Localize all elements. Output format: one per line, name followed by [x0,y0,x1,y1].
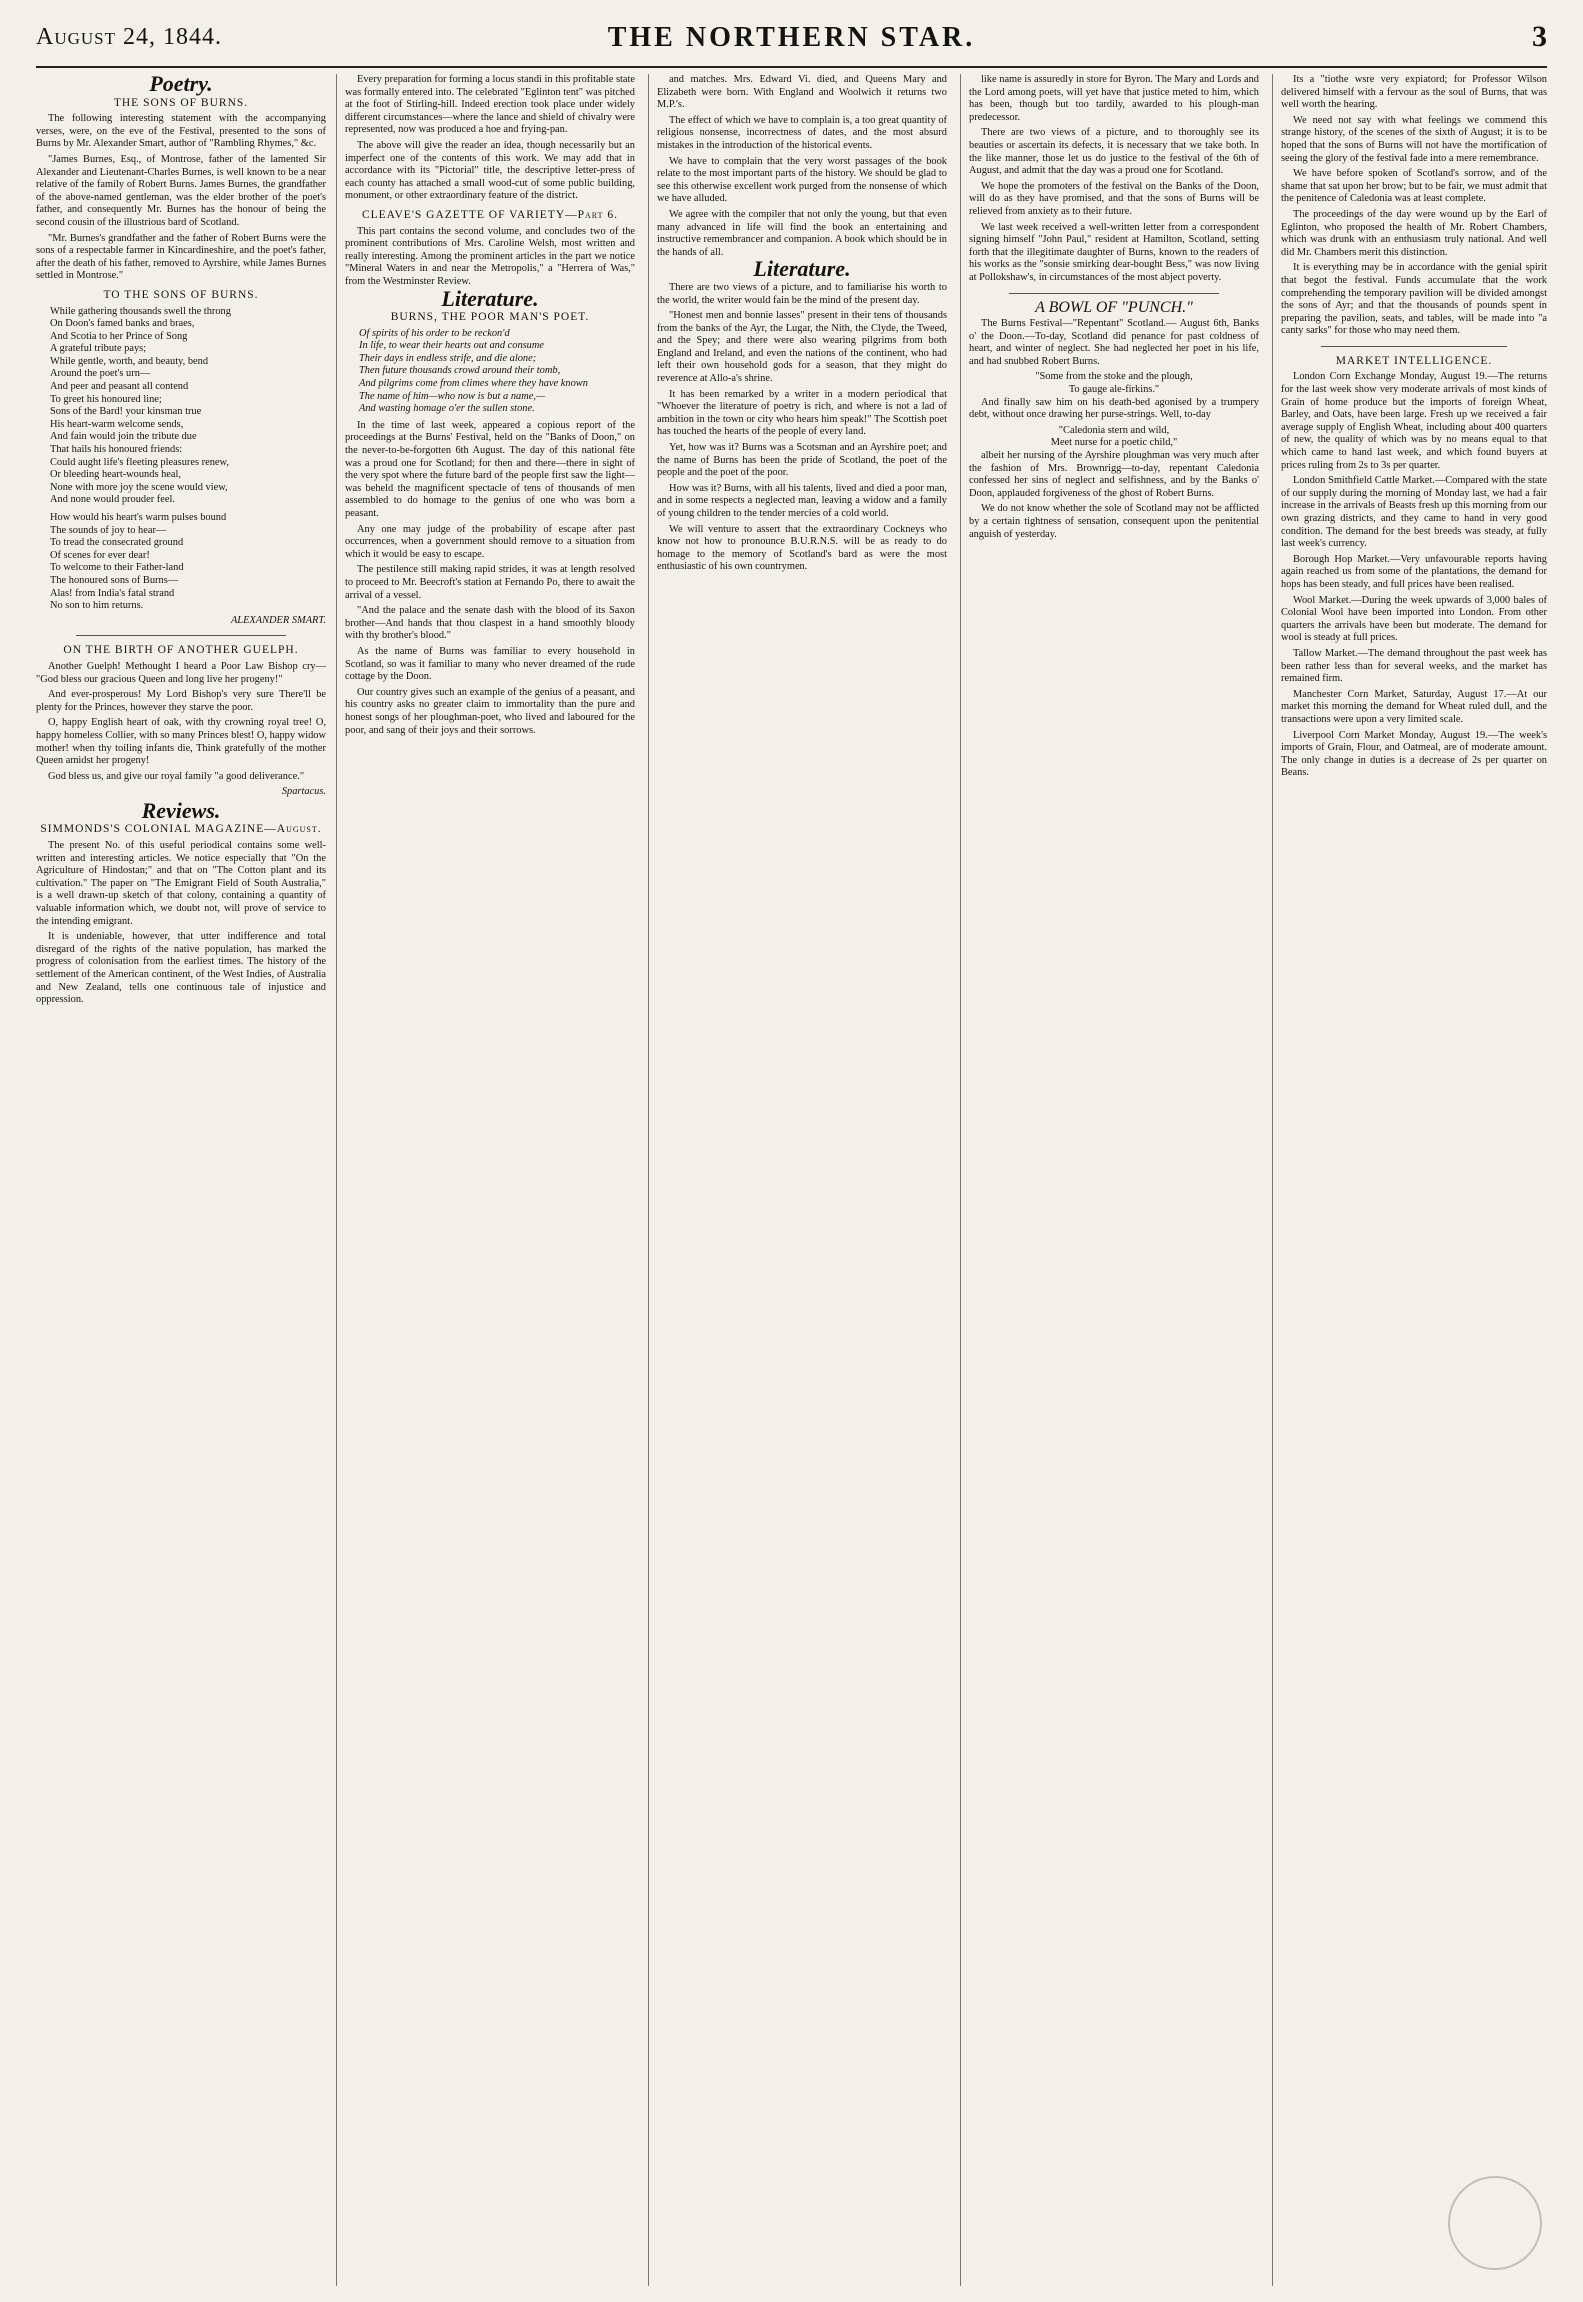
paragraph: The effect of which we have to complain is, a too great quantity of religious nonsense, incorrectness of dates, and the most absurd mistakes in the introduction of the historical events. [657,114,947,151]
review-title-cleaves-gazette: CLEAVE'S GAZETTE OF VARIETY—Part 6. [361,208,619,221]
verse-line: To greet his honoured line; [50,393,162,405]
section-heading-reviews: Reviews. [141,797,221,823]
verse-line: None with more joy the scene would view, [50,481,228,493]
paragraph: In the time of last week, appeared a copious report of the proceedings at the Burns' Festival, held on the "Banks of Doon," on the never-to-be-forgotten 6th August. The day of this national fête was a proud one for Scotland; for then and there—there in sight of the very spot where the future bard of the people first saw the light—was beheld the magnificent spectacle of tens of thousands of men assembled to do homage to the genius of one who was born a peasant. [345,419,635,519]
paragraph: Manchester Corn Market, Saturday, August 17.—At our market this morning the demand for Wheat ruled dull, and the transactions were upon a very limited scale. [1281,688,1547,725]
paragraph: Tallow Market.—The demand throughout the past week has been rather less than for several weeks, and the market has remained firm. [1281,647,1547,685]
verse-quote-1 [969,371,1259,396]
verse-line: "Caledonia stern and wild, [1058,424,1170,436]
paragraph: Every preparation for forming a locus standi in this profitable state was formally entered into. The celebrated "Eglinton tent" was pitched at the foot of Stirling-hill. Indeed erection took place under widely different circumstances—where the lance and shield of chivalry were represented, now was produced a hoe and frying-pan. [345,74,635,136]
section-heading-market-intelligence: MARKET INTELLIGENCE. [1335,354,1493,367]
paragraph: London Smithfield Cattle Market.—Compared with the state of our supply during the morning of Monday last, we had a fair increase in the arrivals of Beasts fresh up this morning from our own grazing districts, and they came to hand in very good condition. The demand for the best breeds was steady, at fully last week's currency. [1281,475,1547,550]
verse-line: The name of him—who now is but a name,— [359,390,546,402]
paragraph: It has been remarked by a writer in a modern periodical that "Whoever the literature of poetry is rich, and where is not a lad of ambition in the town or city who hears him speak!" The Scottish poet has touched the hearts of the people of every land. [657,388,947,438]
issue-date: August 24, 1844. [36,24,223,50]
paragraph: It is everything may be in accordance with the genial spirit that begot the festival. Funds accumulate that the work comprehending the temporary pavilion will be divided amongst the sons of Ayr; and that the thousands of pounds spent in preparing the pavilion, seats, and tables, will be made into "a canty sarks" for those who may need them. [1281,262,1547,337]
paragraph: and matches. Mrs. Edward Vi. died, and Queens Mary and Elizabeth were born. With England and Woolwich it returns two M.P.'s. [657,74,947,111]
verse-line: While gathering thousands swell the throng [50,305,231,317]
paragraph: Borough Hop Market.—Very unfavourable reports having again reached us from some of the plantations, the demand for hops has been steady, and full prices have been realised. [1281,553,1547,590]
divider [76,635,286,636]
paragraph: God bless us, and give our royal family "a good deliverance." [48,770,305,782]
verse-line: The honoured sons of Burns— [50,574,179,586]
verse-line: Could aught life's fleeting pleasures renew, [50,456,229,468]
divider [1009,293,1219,294]
paragraph: O, happy English heart of oak, with thy crowning royal tree! O, happy homeless Collier, with so many Princes blest! O, happy widow mother! when thy toiling infants die, Think gratefully of the mother Queen amidst her progeny! [36,717,326,767]
verse-quote-2 [969,425,1259,450]
paragraph: How was it? Burns, with all his talents, lived and died a poor man, and in some respects a neglected man, leaving a widow and a family of young children to the tender mercies of a cold world. [657,482,947,519]
paragraph: We will venture to assert that the extraordinary Cockneys who know not how to pronounce B.U.R.N.S. will be as ready to do homage to the memory of Scotland's bard as were the most enthusiastic of his own countrymen. [657,523,947,573]
verse-line: Meet nurse for a poetic child," [1050,437,1178,449]
paragraph: Any one may judge of the probability of escape after past occurrences, when a government should remove to a situation from which it would be easy to escape. [345,523,635,560]
verse-line: Then future thousands crowd around their tomb, [359,365,561,377]
paragraph: "And the palace and the senate dash with the blood of its Saxon brother—And hands that thou claspest in a hand smoothly bloody with thy brother's blood." [345,605,635,642]
verse-line: Sons of the Bard! your kinsman true [50,406,202,418]
paragraph: Liverpool Corn Market Monday, August 19.—The week's imports of Grain, Flour, and Oatmeal, are of moderate amount. The only change in duties is a decrease of 2s per quarter on Beans. [1281,729,1547,779]
column-2 [336,74,643,2286]
paragraph: like name is assuredly in store for Byron. The Mary and Lords and the Lord among poets, will yet have that justice meted to him, which has been, though but too tardily, awarded to his plough-man predecessor. [969,74,1259,123]
section-heading-poetry: Poetry. [149,74,213,96]
paragraph: The following interesting statement with the accompanying verses, were, on the eve of the Festival, presented to the sons of Burns by Mr. Alexander Smart, author of "Rambling Rhymes," &c. [36,113,326,150]
paragraph: And finally saw him on his death-bed agonised by a trumpery debt, without once drawing her purse-strings. Well, to-day [969,396,1259,421]
signature: Spartacus. [281,786,326,798]
column-5 [1272,74,1547,2286]
review-title-colonial-magazine: SIMMONDS'S COLONIAL MAGAZINE—August. [40,823,322,836]
verse-line: And wasting homage o'er the sullen stone. [359,403,535,415]
verse-line: That hails his honoured friends: [50,444,183,456]
masthead [36,18,1547,68]
verse-line: And none would prouder feel. [50,494,175,506]
column-4 [960,74,1267,2286]
paragraph: There are two views of a picture, and to familiarise his worth to the world, the writer would fain be the mind of the present day. [657,281,947,306]
verse-stanza-2 [36,512,326,613]
paragraph: We need not say with what feelings we commend this strange history, of the scenes of the sixth of August; it is to be hoped that the sons of Burns will not have the mortification of seeing the glory of the festival fade into a mere remembrance. [1281,114,1547,164]
paragraph: "Honest men and bonnie lasses" present in their tens of thousands from the banks of the Ayr, the Lugar, the Nith, the Clyde, the Tweed, and the Spey; and there were also wearing pilgrims from both England and Ireland, and even the nations of the continent, who had left their own household gods for a season, that they might do reverence at Allo-a's shrine. [657,310,947,385]
paragraph: London Corn Exchange Monday, August 19.—The returns for the last week show very moderate arrivals of most kinds of Grain of home produce but the imports of foreign Wheat, Barley, and Oats, have been large. Fresh up we received a fair average supply of English Wheat, including about 400 quarters of new, the quality of which was by no means equal to that which came to hand last week, and which found buyers at prices ruling from 2s to 3s per quarter. [1281,371,1547,471]
paragraph: Our country gives such an example of the genius of a peasant, and his country asks no greater claim to immortality than the pure and honest songs of her ploughman-poet, who lived and laboured for the poor, and sang of their joys and their sorrows. [345,686,635,736]
verse-line: In life, to wear their hearts out and consume [359,340,544,352]
paragraph: We last week received a well-written letter from a correspondent signing himself "John Paul," resident at Hamilton, Scotland, setting forth that the illegitimate daughter of Burns, known to the readers of his works as the "sonsie smirking dear-bought Bess," was now living at Pollokshaw's, in circumstances of the most abject poverty. [969,221,1259,283]
paragraph: The pestilence still making rapid strides, it was at length resolved to proceed to Mr. Beecroft's station at Fernando Po, there to await the arrival of a vessel. [345,564,635,601]
article-title-burns-poor-mans-poet: BURNS, THE POOR MAN'S POET. [390,311,590,324]
paragraph: "Mr. Burnes's grandfather and the father of Robert Burns were the sons of a respectable farmer in Kincardineshire, and the poet's father, after the death of his father, removed to Ayrshire, while James Burnes settled in Montrose." [36,232,326,282]
paragraph: "James Burnes, Esq., of Montrose, father of the lamented Sir Alexander and Lieutenant-Charles Burnes, is well known to be a near relative of the family of Robert Burns. James Burnes, the grandfather of the above-named gentleman, was the elder brother of the poet's father, and consequently Mr. Burnes has the honour of being the second cousin of the illustrious bard of Scotland. [36,153,326,228]
verse-line: While gentle, worth, and beauty, bend [50,355,209,367]
paragraph: Yet, how was it? Burns was a Scotsman and an Ayrshire poet; and the name of Burns has been the pride of Scotland, the poet of the people and the poet of the poor. [657,442,947,479]
verse-line: Their days in endless strife, and die alone; [359,352,537,364]
paragraph: Another Guelph! Methought I heard a Poor Law Bishop cry— "God bless our gracious Queen and long live her progeny!" [36,660,326,685]
article-title-bowl-of-punch: A BOWL OF "PUNCH." [1035,298,1193,316]
verse-line: To tread the consecrated ground [50,537,184,549]
paragraph: The present No. of this useful periodical contains some well-written and interesting articles. We notice especially that "On the Agriculture of Hindostan;" and that on "The Cotton plant and its cultivation." The paper on "The Emigrant Field of South Australia," is a well drawn-up sketch of that colony, containing a quantity of valuable information which, we doubt not, will prove of service to the intending emigrant. [36,840,326,927]
columns [36,74,1547,2286]
verse-line: The sounds of joy to hear— [50,524,167,536]
newspaper-title: THE NORTHERN STAR. [607,22,976,53]
verse-line: How would his heart's warm pulses bound [50,512,227,523]
paragraph: As the name of Burns was familiar to every household in Scotland, so was it familiar to many who never dreamed of the rude cottage by the Doon. [345,645,635,683]
paragraph: We do not know whether the sole of Scotland may not be afflicted by a certain tightness of sensation, consequent upon the penitential anguish of yesterday. [969,503,1259,540]
poem-title-sons-of-burns: THE SONS OF BURNS. [113,96,249,109]
divider [1321,346,1507,347]
verse-line: Of scenes for ever dear! [50,549,150,561]
paragraph: We have before spoken of Scotland's sorrow, and of the shame that sat upon her brow; but to be fair, we must admit that the penitence of Caledonia was at least complete. [1281,168,1547,205]
verse-epigraph [345,328,635,416]
verse-line: And peer and peasant all contend [50,381,189,393]
verse-line: Alas! from India's fatal strand [50,587,175,599]
paragraph: There are two views of a picture, and to thoroughly see its beauties or ascertain its defects, it is necessary that we take both. In the like manner, those let us do justice to the festival of the 6th of August, and admit that the day was a proud one for Scotland. [969,127,1259,177]
verse-line: And Scotia to her Prince of Song [50,330,188,342]
verse-line: To welcome to their Father-land [50,562,184,574]
paragraph: We agree with the compiler that not only the young, but that even many advanced in life will find the book an entertaining and instructive remembrancer and companion. A book which should be in the hands of all. [657,208,947,258]
paragraph: Wool Market.—During the week upwards of 3,000 bales of Colonial Wool have been imported into London. From other quarters the arrivals have been but moderate. The demand for wool is steady at full prices. [1281,594,1547,644]
verse-line: On Doon's famed banks and braes, [50,318,195,330]
column-3 [648,74,955,2286]
paragraph: And ever-prosperous! My Lord Bishop's very sure There'll be plenty for the Princes, however they starve the poor. [36,689,326,713]
paragraph: We hope the promoters of the festival on the Banks of the Doon, will do as they have promised, and that the sons of Burns will be relieved from anxiety as to their future. [969,180,1259,217]
paragraph: albeit her nursing of the Ayrshire ploughman was very much after the fashion of Mrs. Brownrigg—to-day, repentant Caledonia confessed her sins of neglect and selfishness, and by the Banks o' Doon, applauded forgiveness of the ghost of Robert Burns. [969,450,1259,499]
page-number: 3 [1532,20,1547,53]
verse-stanza-1 [36,306,326,508]
verse-line: And pilgrims come from climes where they have known [359,378,588,390]
paragraph: This part contains the second volume, and concludes two of the prominent contributions of Mrs. Caroline Welsh, most written and really interesting. Among the prominent articles in the part we notice "Mineral Waters in and near the Metropolis," a "Herrera of Was," from the Westminster Review. [345,225,635,287]
poem-title-guelph: ON THE BIRTH OF ANOTHER GUELPH. [63,644,299,657]
paragraph: The above will give the reader an idea, though necessarily but an imperfect one of the contents of this work. We may add that in accordance with its "Pictorial" title, the descriptive letter-press of each county has attached a small wood-cut of some public building, monument, or other extraordinary feature of the district. [345,139,635,202]
paragraph: We have to complain that the very worst passages of the book relate to the most important parts of the history. We should be glad to see this otherwise excellent work purged from the nonsense of which we have alluded. [657,155,947,205]
section-heading-literature-2: Literature. [753,256,851,282]
poem-title-to-the-sons: TO THE SONS OF BURNS. [103,288,259,301]
verse-line: Of spirits of his order to be reckon'd [359,327,510,339]
verse-line: Or bleeding heart-wounds heal, [50,469,181,481]
verse-line: His heart-warm welcome sends, [50,418,184,430]
library-stamp-icon [1448,2176,1542,2270]
verse-line: "Some from the stoke and the plough, [1035,371,1193,383]
paragraph: It is undeniable, however, that utter indifference and total disregard of the rights of the native population, has marked the progress of colonisation from the earliest times. The history of the settlement of the American continent, of the West Indies, of Australia and New Zealand, tells one continuous tale of injustice and oppression. [36,931,326,1006]
column-1 [36,74,334,2286]
verse-line: No son to him returns. [50,600,144,612]
signature: ALEXANDER SMART. [230,614,326,626]
verse-line: A grateful tribute pays; [50,343,147,355]
paragraph: The proceedings of the day were wound up by the Earl of Eglinton, who proposed the health of Mr. Robert Chambers, which was drunk with an enthusiasm truly national. And well did Mr. Chambers merit this distinction. [1281,208,1547,258]
section-heading-literature: Literature. [441,285,539,311]
verse-line: To gauge ale-firkins." [1068,384,1160,396]
paragraph: Its a "tiothe wsre very expiatord; for Professor Wilson delivered himself with a fervour as the soul of Burns, that was well worth the hearing. [1281,74,1547,111]
verse-line: Around the poet's urn— [50,368,151,380]
verse-line: And fain would join the tribute due [50,431,197,443]
paragraph: The Burns Festival—"Repentant" Scotland.— August 6th, Banks o' the Doon.—To-day, Scotland did penance for past coldness of heart, and winter of neglect. She had neglected her poet in his life, and had snubbed Robert Burns. [969,318,1259,367]
